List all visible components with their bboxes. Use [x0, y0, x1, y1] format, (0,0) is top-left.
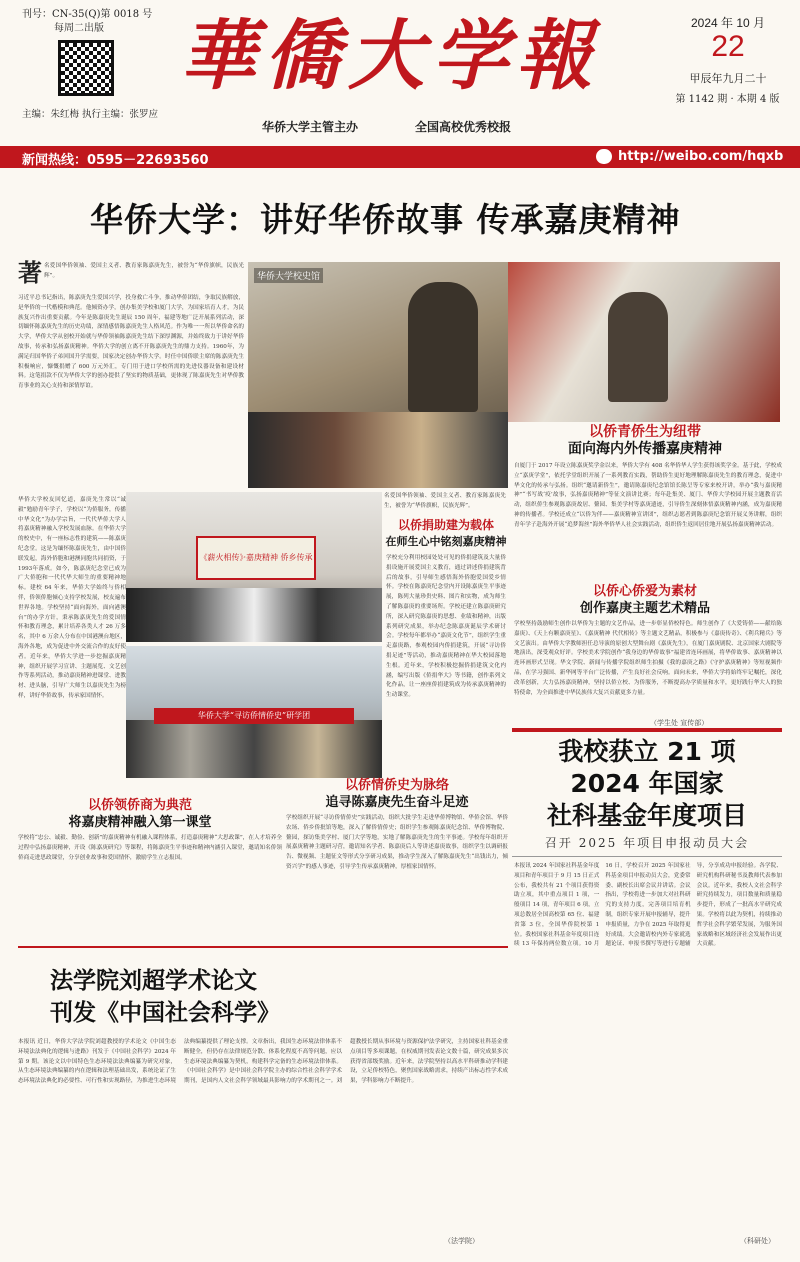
feature-subhead: 召开 2025 年项目申报动员大会 — [544, 836, 750, 850]
lead-body-1: 习近平总书记指出，陈嘉庚先生爱国兴学，投身救亡斗争，推动华侨团结，争取民族解放，是华侨的一代楷模和典范。他倾资办学，创办集美学校和厦门大学，为国家培育人才，为民族复兴作出重要贡献。今年是陈嘉庚先生诞辰 150 周年，福建等地广泛开展系列活动，深切缅怀陈嘉庚先生的历史功绩，深情感悟陈嘉庚先生人格风范。作为唯一一所以华侨命名的大学，华侨大学从创校开始就与华侨领袖陈嘉庚先生结下深厚渊源，并始终致力于讲好华侨故事，传承和弘扬嘉庚精神。华侨大学的创立离不开陈嘉庚先生的鼎力支持。1960年，为满足归国华侨子弟回国升学需要，国家决定创办华侨大学。时任中国侨联主席的陈嘉庚先生积极响应，慷慨捐赠了 600 万元外汇，专门用于进口学校所需的先进仪器设备和建设材料。这笔捐款不仅为华侨大学的创办提供了坚实的物质基础，更体现了陈嘉庚先生对华侨教育事业的关心支持和深情厚谊。 — [18, 295, 244, 390]
section-1-body: 自厦门于 2017 年设立陈嘉庚奖学金以来，华侨大学有 408 名华侨华人学生获得该奖学金。基于此，学校成立“嘉庚学堂”，依托学堂组织开展了一系列教育实践，帮助侨生更好地理解陈嘉庚先生的教育理念，促进中华文化的传承与弘扬。组织“邀请新侨生”，邀请陈嘉庚纪念馆馆长陈呈等专家来校开讲，举办“我与嘉庚精神”“书写战‘疫’故事，弘扬嘉庚精神”等征文演讲比赛；每年赴集美、厦门、华侨大学校园开展主题教育活动，组织侨生参观陈嘉庚故居、鳌园、集美学村等嘉庚遗迹，引导侨生深刻体悟嘉庚精神内涵，成为嘉庚精神的传播者。学校还成立“以侨为伴——嘉庚精神宣讲团”，组织志愿者到陈嘉庚纪念馆开展义务讲解，组织青年学子赴海外开展“追梦海丝”海外华侨华人社会实践活动，组织侨生返回居住地开展弘扬嘉庚精神活动。 — [514, 463, 782, 528]
section-1-title: 以侨青侨生为纽带 — [589, 424, 701, 440]
section-3-body: 学校充分利用校园处处可见的侨捐建筑及大量侨捐设施开展爱国主义教育，通过讲述侨捐建筑背后的故事，引导师生感悟海外侨胞爱国爱乡情怀。学校在陈嘉庚纪念堂内开设陈嘉庚生平事迹展，陈列大量珍贵史料、图片和实物，成为师生了解陈嘉庚的重要场所。学校还建立陈嘉庚研究所，深入研究陈嘉庚的思想、业绩和精神，出版系列研究成果，举办纪念陈嘉庚诞辰学术研讨会。学校每年都举办“嘉庚文化节”，组织学生重走嘉庚路，参观校园内侨捐建筑，开展“寻访侨捐足迹”等活动，推动嘉庚精神在华大校园落地生根。近年来，学校积极挖掘侨捐建筑文化内涵，编写出版《侨捐华大》等书籍，创作系列文化作品，让一座座侨捐建筑成为传承嘉庚精神的生动课堂。 — [386, 555, 506, 699]
bottom-headline-1: 法学院刘超学术论文 — [50, 968, 257, 994]
section-1-subtitle: 面向海内外传播嘉庚精神 — [568, 441, 722, 457]
people-row — [126, 588, 382, 642]
bottom-body: 本报讯 近日，华侨大学法学院刘超教授的学术论文《中国生态环境法法典化的逻辑与进路》刊发于《中国社会科学》2024 年第 9 期。该论文以中国特色生态环境法法典编纂为研究对象，从生态环境法典编纂的内在逻辑和法理基础出发，系统论证了生态环境法法典化的必要性、可行性和实现路径，为推进生态环境法典编纂提供了理论支撑。文章指出，我国生态环境法律体系不断健全，但仍存在法律规范分散、体系化程度不高等问题，应以生态环境法典编纂为契机，构建科学完备的生态环境法律体系。《中国社会科学》是中国社会科学院主办的综合性社会科学学术期刊，是国内人文社会科学领域最具影响力的学术期刊之一。刘超教授长期从事环境与资源保护法学研究，主持国家社科基金重点项目等多项课题，在权威期刊发表论文数十篇，研究成果多次获得省部级奖励。近年来，法学院坚持以高水平科研推动学科建设，立足侨校特色，聚焦国家战略需求，持续产出标志性学术成果，学科影响力不断提升。 — [18, 1039, 508, 1085]
hotline: 新闻热线：0595－22693560 — [22, 153, 209, 168]
weibo-icon — [596, 149, 612, 164]
feature-byline: （科研处） — [740, 1237, 775, 1245]
photo-students-statue — [248, 262, 508, 488]
hotline-bar — [0, 146, 800, 168]
section-5-subtitle: 追寻陈嘉庚先生奋斗足迹 — [325, 795, 469, 810]
qr-code — [58, 40, 114, 96]
section-4-subtitle: 将嘉庚精神融入第一课堂 — [68, 815, 212, 830]
photo-flags-statue — [508, 262, 780, 422]
byline-1: （学生处 宣传部） — [650, 719, 709, 727]
feature-headline-2: 2024 年国家 — [570, 769, 724, 798]
day: 22 — [711, 30, 745, 63]
feature-top-rule — [512, 728, 782, 732]
weibo-link: http://weibo.com/hqxb — [618, 149, 784, 164]
section-2-body: 学校坚持鼓励师生创作以华侨为主题的文艺作品，进一步彰显侨校特色。师生创作了《大爱铸侨——献给陈嘉庚》、《天上有颗嘉庚星》、《嘉庚精神 代代相传》等主题文艺精品，积极参与《嘉庚传奇》、《利兵精兵》等文艺演出。由华侨大学教师担任总导演的原创大型舞台剧《嘉庚先生》，在厦门嘉庚剧院、北京国家大剧院等地演出，深受观众好评。学校美术学院创作“我身边的华侨故事”福建省连环画展，将华侨故事、嘉庚精神以连环画形式呈现。华文学院、新闻与传播学院组织师生拍摄《我的嘉庚之路》《守护嘉庚精神》等短视频作品，在学习强国、新华网等平台广泛传播，产生良好社会反响。面向未来，华侨大学将始终牢记嘱托，深化改革创新，大力弘扬嘉庚精神，坚持以侨立校、为侨服务，不断提高办学质量和水平，更好践行华大人的独特使命，为全面推进中华民族伟大复兴贡献更多力量。 — [514, 621, 782, 696]
section-3-title: 以侨捐助建为载体 — [397, 518, 494, 532]
section-2-title: 以侨心侨爱为素材 — [592, 584, 697, 599]
editor-line: 主编：朱红梅 执行主编：张罗应 — [22, 109, 159, 120]
feature-headline-3: 社科基金年度项目 — [546, 801, 747, 830]
section-3-subtitle: 在师生心中铭刻嘉庚精神 — [385, 535, 507, 548]
sponsor: 华侨大学主管主办 — [262, 120, 359, 134]
section-2-subtitle: 创作嘉庚主题艺术精品 — [579, 601, 710, 616]
lead-headline: 华侨大学：讲好华侨故事 传承嘉庚精神 — [90, 200, 681, 239]
issue-number: 第 1142 期 · 本期 4 版 — [675, 94, 780, 105]
photo-group-banner — [126, 492, 382, 642]
distinction: 全国高校优秀校报 — [415, 120, 512, 134]
feature-body: 本报讯 2024 年国家社科基金年度项目和青年项目于 9 月 15 日正式公布，我校共有 21 个项目获得资助立项，其中重点项目 1 项，一般项目 14 项，青年项目 6 项，立项总数居全国高校第 65 位、福建省第 3 位，全国华侨院校第 1 位。我校国家社科基金年度项目连续 13 年保持两位数立项。10 月 16 日，学校召开 2025 年国家社科基金项目申报动员大会，党委常委、副校长出席会议并讲话。会议指出，学校将进一步加大对社科研究的支持力度，完善项目培育机制，组织专家开展申报辅导，提升申报质量，力争在 2025 年取得更好成绩。大会邀请校内外专家就选题论证、申报书撰写等进行专题辅导，分享成功申报经验。各学院、研究机构科研秘书及教师代表参加会议。近年来，我校人文社会科学研究持续发力，项目数量和质量稳步提升，形成了一批高水平研究成果。学校将以此为契机，持续推动哲学社会科学繁荣发展，为服务国家战略和区域经济社会发展作出更大贡献。 — [514, 863, 782, 948]
section-4-title: 以侨领侨商为典范 — [87, 798, 192, 813]
section-5-body: 学校组织开展“寻访侨情侨史”实践活动，组织大批学生走进华侨博物馆、华侨会馆、华侨农场、侨乡侨批馆等地，深入了解侨情侨史；组织学生参观陈嘉庚纪念馆、华侨博物院、鳌园，探访集美学村、厦门大学等地，实地了解陈嘉庚先生的生平事迹。学校每年组织开展嘉庚精神主题研习营，邀请知名学者、陈嘉庚后人等讲述嘉庚故事，组织学生以调研报告、微视频、主题征文等形式分享研习成果，推动学生深入了解陈嘉庚先生“出钱出力，倾资兴学”的感人事迹，引导学生传承嘉庚精神，厚植家国情怀。 — [286, 815, 508, 870]
section-5-title: 以侨情侨史为脉络 — [344, 778, 449, 793]
photo3-banner: 华侨大学“寻访侨情侨史”研学团 — [154, 708, 354, 724]
newspaper-title: 華僑大学報 — [180, 11, 600, 100]
section-4-body: 学校将“忠公、诚毅、勤俭、创新”的嘉庚精神有机融入课程体系，打造嘉庚精神“大思政课”，在人才培养全过程中弘扬嘉庚精神，开设《陈嘉庚研究》等课程，将陈嘉庚生平事迹和精神内涵引入课堂，邀请知名侨领侨商走进思政课堂，分享创业故事和爱国情怀，激励学生立志报国。 — [18, 835, 282, 861]
edition-note: 每周二出版 — [54, 23, 104, 34]
photo-research-group — [126, 646, 382, 778]
statue-shape — [408, 282, 478, 412]
students-row — [248, 412, 508, 488]
date-line: 2024 年 10 月 — [690, 16, 766, 30]
group-row — [126, 720, 382, 778]
dropcap: 著 — [18, 258, 42, 287]
bottom-headline-2: 刊发《中国社会科学》 — [50, 1000, 280, 1026]
feature-headline-1: 我校获立 21 项 — [558, 737, 736, 766]
statue-shape-2 — [608, 292, 668, 402]
bottom-byline: （法学院） — [444, 1237, 479, 1245]
lead-body-2: 华侨大学校友回忆道，嘉庚先生常以“诚毅”勉励青年学子，学校以“为侨服务，传播中华文化”为办学宗旨，一代代华侨大学人将嘉庚精神融入学校发展血脉。在华侨大学的校史中，有一座标志性的建筑——陈嘉庚纪念堂。这是为缅怀陈嘉庚先生，由中国侨联发起，海外侨胞和港澳同胞共同捐资，于 1993年落成。如今，陈嘉庚纪念堂已成为广大侨胞和一代代华大师生的重要精神地标。建校 64 年来，华侨大学始终与侨相伴，侨领侨胞倾心支持学校发展，校友遍布世界各地。学校坚持“面向海外，面向港澳台”的办学方针，秉承陈嘉庚先生的爱国情怀和教育理念，累计培养各类人才 26 万多名，其中 6 万余人分布在中国港澳台地区，海外各地，成为促进中外交流合作的友好使者。近年来，华侨大学进一步挖掘嘉庚精神，组织开展学习宣讲、主题展览、文艺创作等系列活动，推动嘉庚精神进课堂、进教材、进头脑，引导广大师生以嘉庚先生为榜样，讲好华侨故事，传承家国情怀。 — [18, 497, 126, 699]
lead-continuation: 名爱国华侨领袖、爱国主义者、教育家陈嘉庚先生，被誉为“华侨旗帜，民族光辉”。 — [384, 493, 506, 509]
photo-sign: 华侨大学校史馆 — [254, 268, 323, 283]
lead-intro: 名爱国华侨领袖、爱国主义者、教育家陈嘉庚先生，被誉为“华侨旗帜，民族光辉”。 — [44, 263, 244, 279]
issn: 刊号：CN-35(Q)第 0018 号 — [22, 9, 153, 20]
bottom-top-rule — [18, 946, 508, 948]
lunar-date: 甲辰年九月二十 — [689, 72, 767, 85]
photo2-banner: 《薪火相传》·嘉庚精神 侨乡传承 — [196, 536, 316, 580]
feature-rule — [512, 856, 782, 857]
